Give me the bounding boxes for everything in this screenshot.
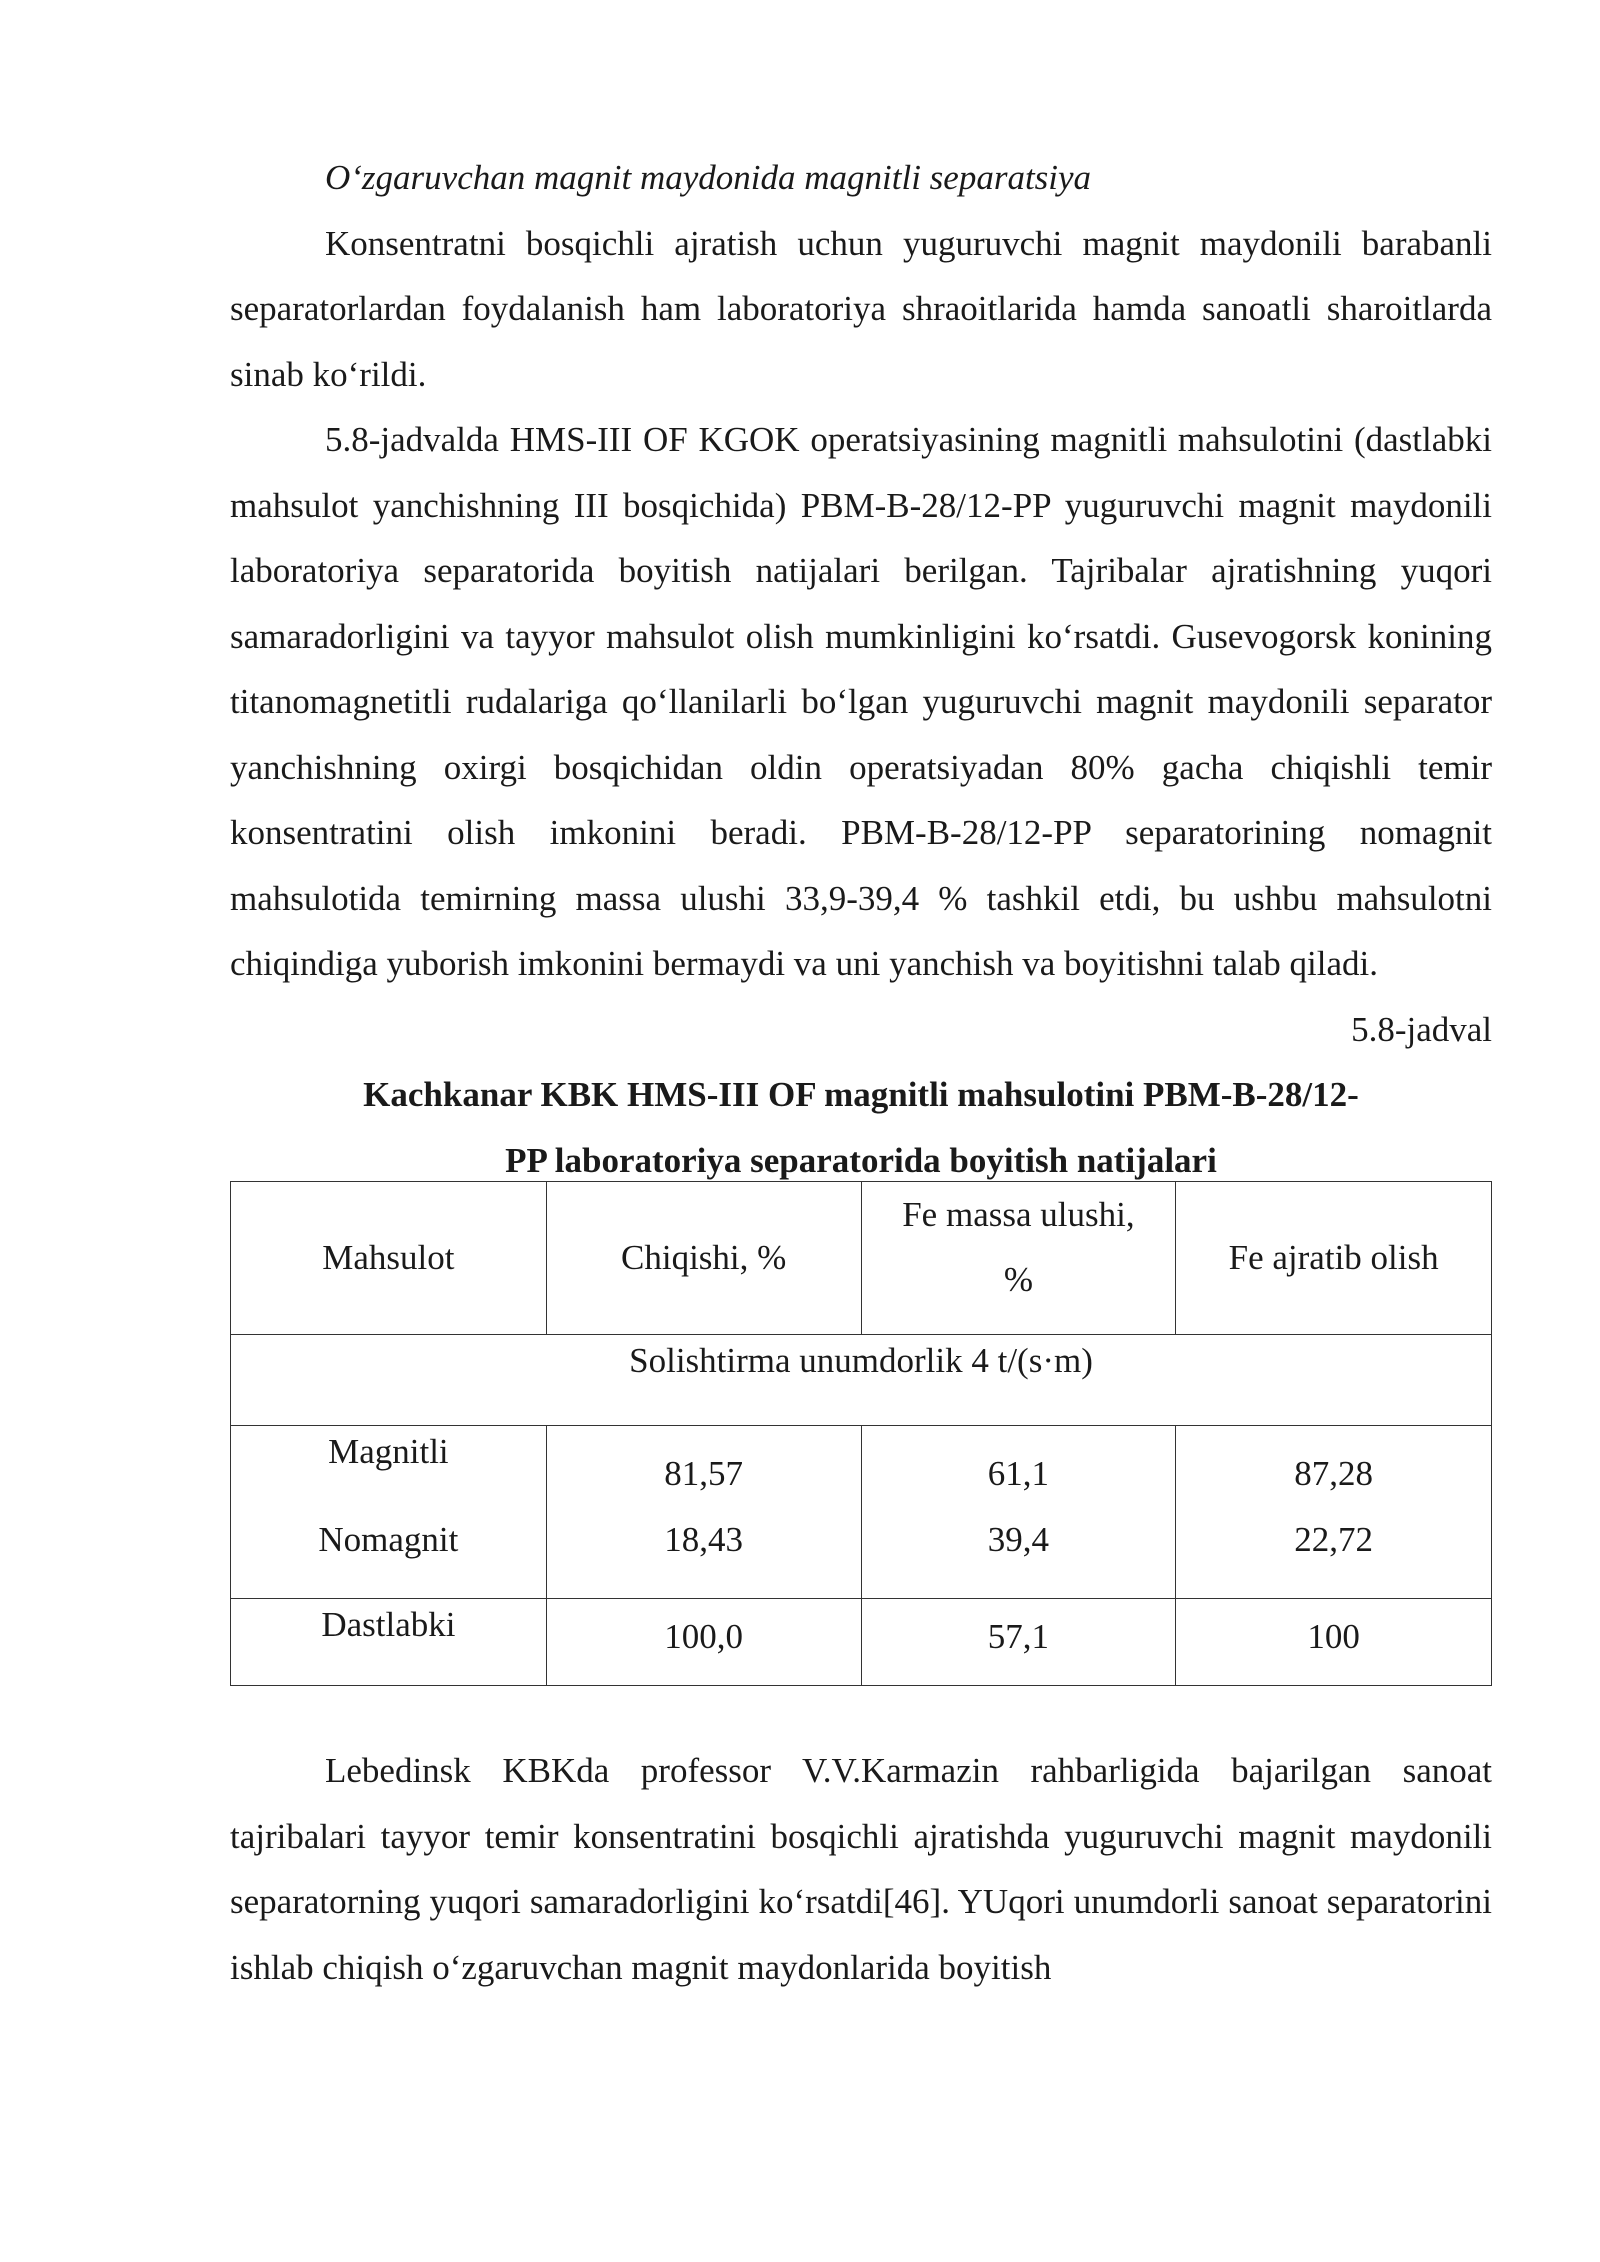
- fe-magnetic: 61,1: [987, 1454, 1050, 1493]
- total-fe: [861, 1599, 1176, 1686]
- product-nonmagnetic: Nomagnit: [318, 1520, 459, 1559]
- yield-nonmagnetic: 18,43: [664, 1520, 744, 1559]
- total-product: [231, 1599, 547, 1686]
- recovery-magnetic: 87,28: [1294, 1454, 1373, 1493]
- yield-magnetic: 81,57: [664, 1454, 744, 1493]
- total-product-label: Dastlabki: [321, 1605, 456, 1644]
- header-yield: Chiqishi, %: [546, 1182, 861, 1335]
- recovery-cell: [1176, 1426, 1492, 1599]
- table-title-line-2: PP laboratoriya separatorida boyitish natijalari: [505, 1140, 1217, 1180]
- table-title-line-1: Kachkanar KBK HMS-III OF magnitli mahsulotini PBM-B-28/12-: [363, 1075, 1359, 1114]
- paragraph-3: Lebedinsk KBKda professor V.V.Karmazin rahbarligida bajarilgan sanoat tajribalari tayyor temir konsentratini bosqichli ajratishda yuguruvchi magnit maydonili separatorning yuqori samaradorligini ko‘rsatdi[46]. YUqori unumdorli sanoat separatorini ishlab chiqish o‘zgaruvchan magnit maydonlarida boyitish: [230, 1751, 1492, 1987]
- header-recovery: Fe ajratib olish: [1176, 1182, 1492, 1335]
- paragraph-1: Konsentratni bosqichli ajratish uchun yuguruvchi magnit maydonili barabanli separatorlardan foydalanish ham laboratoriya shraoitlarida hamda sanoatli sharoitlarda sinab ko‘rildi.: [230, 223, 1492, 394]
- section-heading: O‘zgaruvchan magnit maydonida magnitli separatsiya: [325, 158, 1092, 197]
- header-fe-mass-line-1: Fe massa ulushi,: [902, 1195, 1135, 1234]
- total-yield: [546, 1599, 861, 1686]
- total-recovery: [1176, 1599, 1492, 1686]
- fe-nonmagnetic: 39,4: [987, 1520, 1050, 1559]
- table-span-row: [231, 1335, 1492, 1426]
- table-row: [231, 1426, 1492, 1599]
- recovery-nonmagnetic: 22,72: [1294, 1520, 1373, 1559]
- table-label: 5.8-jadval: [1351, 1009, 1492, 1049]
- product-magnetic: Magnitli: [328, 1432, 449, 1471]
- table-total-row: [231, 1599, 1492, 1686]
- yield-cell: [546, 1426, 861, 1599]
- product-cell: [231, 1426, 547, 1599]
- specific-capacity-cell: Solishtirma unumdorlik 4 t/(s·m): [231, 1335, 1492, 1426]
- document-page: [230, 145, 1492, 2000]
- total-yield-value: 100,0: [664, 1617, 744, 1656]
- header-fe-mass: [861, 1182, 1176, 1335]
- fe-cell: [861, 1426, 1176, 1599]
- total-recovery-value: 100: [1307, 1617, 1360, 1656]
- paragraph-2: 5.8-jadvalda HMS-III OF KGOK operatsiyasining magnitli mahsulotini (dastlabki mahsulot yanchishning III bosqichida) PBM-B-28/12-PP yuguruvchi magnit maydonili laboratoriya separatorida boyitish natijalari berilgan. Tajribalar ajratishning yuqori samaradorligini va tayyor mahsulot olish mumkinligini ko‘rsatdi. Gusevogorsk konining titanomagnetitli rudalariga qo‘llanilarli bo‘lgan yuguruvchi magnit maydonili separator yanchishning oxirgi bosqichidan oldin operatsiyadan 80% gacha chiqishli temir konsentratini olish imkonini beradi. PBM-B-28/12-PP separatorining nomagnit mahsulotida temirning massa ulushi 33,9-39,4 % tashkil etdi, bu ushbu mahsulotni chiqindiga yuborish imkonini bermaydi va uni yanchish va boyitishni talab qiladi.: [230, 420, 1492, 983]
- total-fe-value: 57,1: [987, 1617, 1050, 1656]
- table-header-row: [231, 1182, 1492, 1335]
- header-fe-mass-line-2: %: [1003, 1260, 1033, 1299]
- header-product: Mahsulot: [231, 1182, 547, 1335]
- results-table: [230, 1181, 1492, 1686]
